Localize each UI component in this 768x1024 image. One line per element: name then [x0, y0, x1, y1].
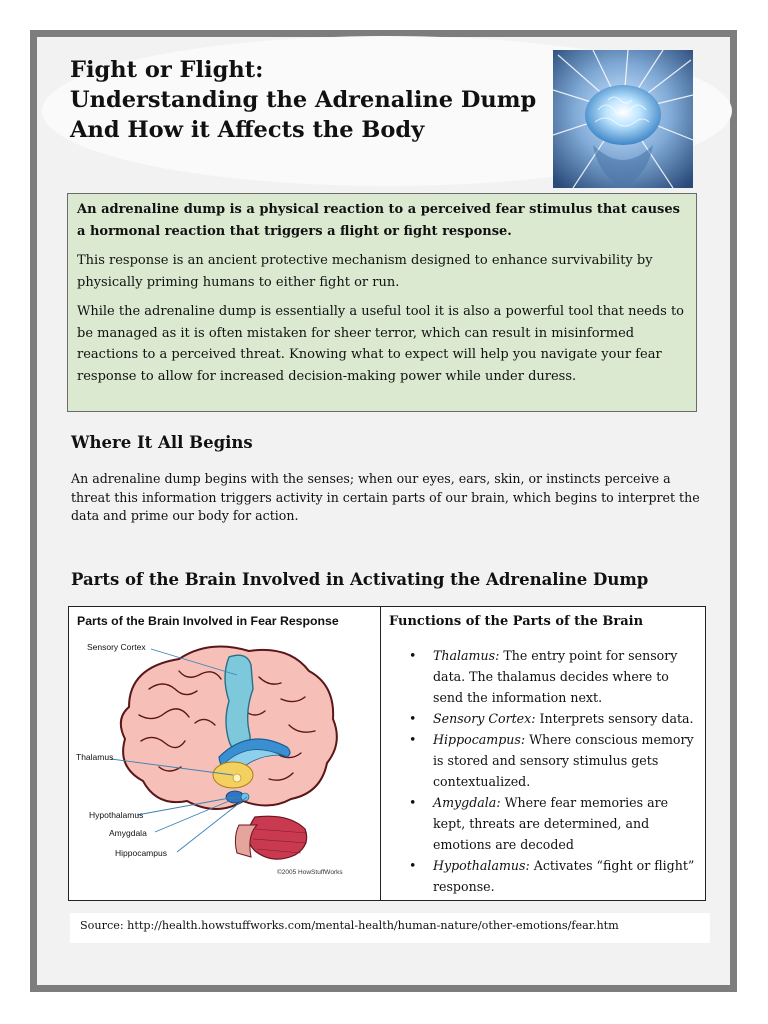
figure-title: Parts of the Brain Involved in Fear Response [77, 614, 339, 628]
title-line-1: Fight or Flight: [70, 57, 264, 83]
function-item-sensory-cortex [381, 708, 699, 729]
function-term: Amygdala: [433, 795, 501, 810]
function-term: Thalamus: [433, 648, 500, 663]
function-desc: The entry point for sensory data. The thalamus decides where to send the information next. [433, 648, 678, 705]
brain-figure-panel [68, 606, 381, 901]
page-title [70, 55, 536, 145]
function-desc: Activates “fight or flight” response. [433, 858, 695, 894]
functions-panel [380, 606, 706, 901]
label-hypothalamus: Hypothalamus [89, 810, 144, 820]
functions-list [381, 645, 699, 897]
intro-box [67, 193, 697, 412]
section-heading-where-it-begins: Where It All Begins [71, 433, 253, 452]
function-term: Hippocampus: [433, 732, 526, 747]
intro-paragraph-3: While the adrenaline dump is essentially a useful tool it is also a powerful tool that needs to be managed as it is often mistaken for sheer terror, which can result in misinformed reactions to a perceived threat. Knowing what to expect will help you navigate your fear response to allow for increased decision-making power while under duress. [77, 304, 685, 384]
section-heading-brain-parts: Parts of the Brain Involved in Activating the Adrenaline Dump [71, 570, 649, 589]
section-body-where-it-begins: An adrenaline dump begins with the senses; when our eyes, ears, skin, or instincts perceive a threat this information triggers activity in certain parts of our brain, which begins to interpret the data and prime our body for action. [71, 471, 700, 523]
amygdala-region [241, 793, 249, 801]
glowing-brain-image [553, 50, 693, 188]
figure-copyright: ©2005 HowStuffWorks [277, 869, 343, 876]
function-item-amygdala [381, 792, 699, 855]
function-desc: Interprets sensory data. [535, 711, 694, 726]
label-amygdala: Amygdala [109, 828, 147, 838]
function-term: Sensory Cortex: [433, 711, 536, 726]
function-item-hippocampus [381, 729, 699, 792]
label-sensory-cortex: Sensory Cortex [87, 642, 146, 652]
function-term: Hypothalamus: [433, 858, 530, 873]
function-desc: Where fear memories are kept, threats are determined, and emotions are decoded [433, 795, 669, 852]
functions-title: Functions of the Parts of the Brain [389, 614, 644, 629]
intro-lead: An adrenaline dump is a physical reaction to a perceived fear stimulus that causes a hormonal reaction that triggers a flight or fight response. [77, 202, 680, 239]
function-item-thalamus [381, 645, 699, 708]
function-desc: Where conscious memory is stored and sensory stimulus gets contextualized. [433, 732, 694, 789]
intro-paragraph-2: This response is an ancient protective mechanism designed to enhance survivability by physically priming humans to either fight or run. [77, 253, 653, 290]
title-line-3: And How it Affects the Body [70, 117, 425, 143]
source-box [70, 913, 710, 943]
function-item-hypothalamus [381, 855, 699, 897]
title-line-2: Understanding the Adrenaline Dump [70, 87, 537, 113]
label-hippocampus: Hippocampus [115, 848, 167, 858]
label-thalamus: Thalamus [76, 752, 114, 762]
source-citation: Source: http://health.howstuffworks.com/mental-health/human-nature/other-emotions/fear.htm [80, 919, 619, 932]
